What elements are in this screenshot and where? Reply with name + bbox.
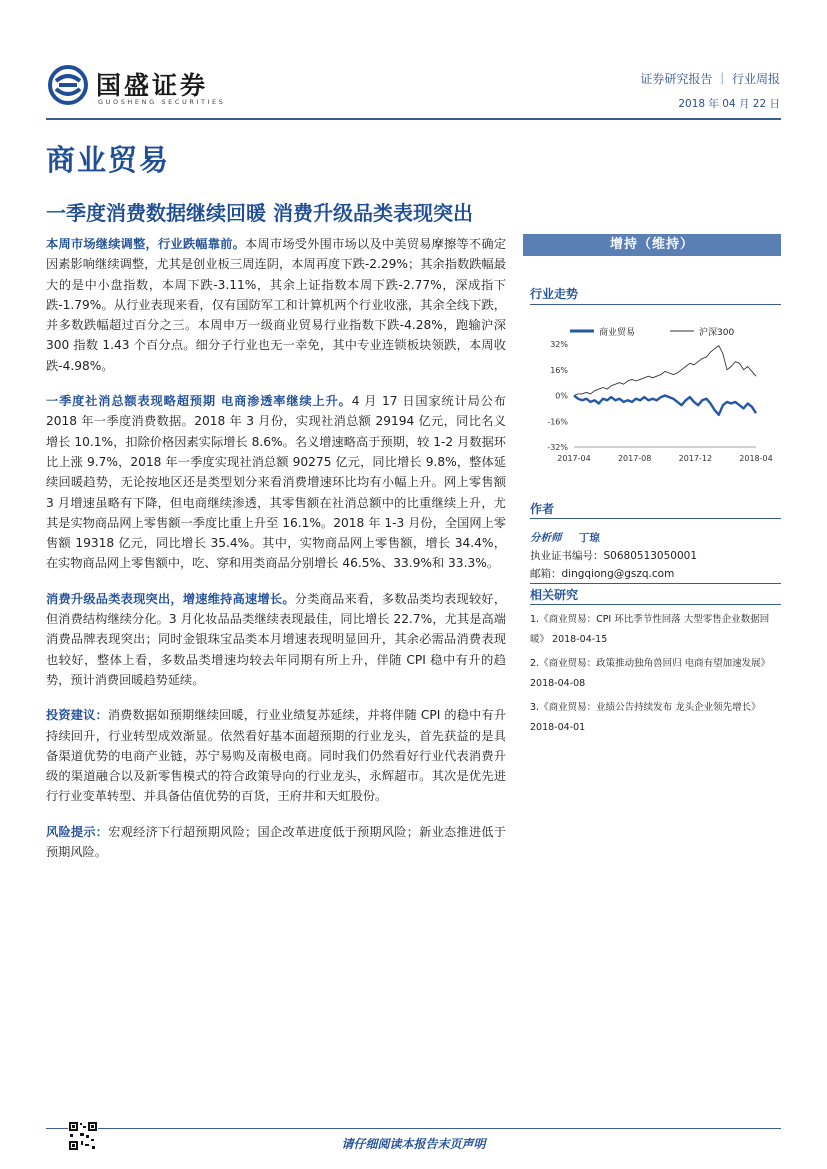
body-paragraph <box>46 589 506 690</box>
report-subtitle: 一季度消费数据继续回暖 消费升级品类表现突出 <box>46 201 473 225</box>
related-list <box>530 610 781 738</box>
license-label: 执业证书编号： <box>530 550 604 562</box>
series-line-commerce <box>574 396 756 415</box>
related-date: 2018-04-08 <box>530 678 586 689</box>
author-end-rule <box>530 583 781 584</box>
paragraph-lead: 本周市场继续调整，行业跌幅靠前。 <box>46 237 246 251</box>
rating-badge: 增持（维持） <box>523 234 781 256</box>
company-logo-icon <box>48 65 88 105</box>
paragraph-lead: 消费升级品类表现突出，增速维持高速增长。 <box>46 591 295 606</box>
paragraph-text: 宏观经济下行超预期风险；国企改革进度低于预期风险；新业态推进低于预期风险。 <box>46 824 507 860</box>
trend-section-rule <box>530 304 781 305</box>
legend-label: 沪深300 <box>699 328 735 338</box>
license-row <box>530 548 781 563</box>
series-line-hs300 <box>574 346 756 396</box>
y-tick-label: 16% <box>550 365 568 375</box>
body-paragraph <box>46 391 506 574</box>
y-tick-label: 0% <box>555 391 568 401</box>
analyst-row <box>530 530 781 545</box>
related-date: 2018-04-15 <box>552 634 608 645</box>
industry-trend-chart <box>530 320 781 470</box>
company-name-en: GUOSHENG SECURITIES <box>98 98 226 106</box>
x-tick-label: 2017-04 <box>557 454 591 463</box>
related-item[interactable] <box>530 610 781 650</box>
related-title: 2.《商业贸易：政策推动独角兽回归 电商有望加速发展》 <box>530 658 771 669</box>
y-tick-label: -32% <box>547 443 568 452</box>
analyst-name: 丁琼 <box>578 532 600 544</box>
industry-title: 商业贸易 <box>46 143 171 177</box>
x-tick-label: 2017-08 <box>617 454 652 463</box>
paragraph-lead: 一季度社消总额表现略超预期 电商渗透率继续上升。 <box>46 394 352 409</box>
analyst-label: 分析师 <box>530 532 562 544</box>
paragraph-lead: 风险提示： <box>46 824 109 839</box>
license-number: S0680513050001 <box>603 550 698 562</box>
related-section-title: 相关研究 <box>530 588 579 602</box>
footer-disclaimer: 请仔细阅读本报告末页声明 <box>341 1137 486 1151</box>
related-item[interactable] <box>530 654 781 694</box>
body-paragraph <box>46 705 506 806</box>
header-divider <box>46 118 781 120</box>
x-tick-label: 2018-04 <box>739 454 773 463</box>
related-title: 1.《商业贸易：CPI 环比季节性回落 大型零售企业数据回暖》 <box>530 614 770 645</box>
document-type: 证券研究报告 ｜ 行业周报 <box>640 72 780 86</box>
email-row <box>530 566 781 581</box>
paragraph-text: 本周市场受外围市场以及中美贸易摩擦等不确定因素影响继续调整，尤其是创业板三周连阴，本周再度下跌-2.29%；其余指数跌幅最大的是中小盘指数，本周下跌-3.11%，其余上证指数本周下跌-2.77%，深成指下跌-1.79%。从行业表现来看，仅有国防军工和计算机两个行业收涨，其余全线下跌，并多数跌幅超过百分之三。本周申万一级商业贸易行业指数下跌-4.28%，跑输沪深 300 指数 1.43 个百分点。细分子行业也无一幸免，其中专业连锁板块领跌，本周收跌-4.98%。 <box>46 237 507 373</box>
x-tick-label: 2017-12 <box>678 454 713 463</box>
related-section-rule <box>530 604 781 605</box>
author-section-rule <box>530 518 781 519</box>
report-body <box>46 234 506 877</box>
email-label: 邮箱： <box>530 568 562 580</box>
related-item[interactable] <box>530 698 781 738</box>
trend-section-title: 行业走势 <box>530 287 579 301</box>
author-section-title: 作者 <box>530 502 555 516</box>
paragraph-lead: 投资建议： <box>46 708 108 723</box>
related-title: 3.《商业贸易：业绩公告持续发布 龙头企业领先增长》 <box>530 702 761 713</box>
report-date: 2018 年 04 月 22 日 <box>678 98 780 110</box>
related-date: 2018-04-01 <box>530 722 586 733</box>
footer-divider <box>46 1128 781 1129</box>
email-address[interactable]: dingqiong@gszq.com <box>561 568 675 580</box>
body-paragraph <box>46 234 506 376</box>
legend-label: 商业贸易 <box>599 328 636 338</box>
y-tick-label: -16% <box>547 417 568 427</box>
y-tick-label: 32% <box>550 340 568 349</box>
body-paragraph <box>46 822 506 863</box>
company-name: 国盛证券 <box>96 71 209 100</box>
paragraph-text: 消费数据如预期继续回暖，行业业绩复苏延续，并将伴随 CPI 的稳中有升持续回升，行业转型成效渐显。依然看好基本面超预期的行业龙头，首先获益的是具备渠道优势的电商产业链，苏宁易购及南极电商。同时我们仍然看好行业代表消费升级的渠道融合以及新零售模式的符合政策导向的行业龙头，永辉超市。其次是优先进行行业变革转型、并具备估值优势的百货，王府井和天虹股份。 <box>46 708 507 804</box>
paragraph-text: 4 月 17 日国家统计局公布 2018 年一季度消费数据。2018 年 3 月份，实现社消总额 29194 亿元，同比名义增长 10.1%，扣除价格因素实际增长 8.6%。名义增速略高于预期，较 1-2 月数据环比上涨 9.7%，2018 年一季度实现社消总额 90275 亿元，同比增长 9.8%，整体延续回暖趋势，无论按地区还是类型划分来看消费增速环比均有小幅上升。网上零售额 3 月增速虽略有下降，但电商继续渗透，其零售额在社消总额中的比重继续上升，尤其是实物商品网上零售额一季度比重上升至 16.1%。2018 年 1-3 月份，全国网上零售额 19318 亿元，同比增长 35.4%。其中，实物商品网上零售额，增长 34.4%，在实物商品网上零售额中，吃、穿和用类商品分别增长 46.5%、33.9%和 33.3%。 <box>46 394 506 571</box>
paragraph-text: 分类商品来看，多数品类均表现较好，但消费结构继续分化。3 月化妆品品类继续表现最佳，同比增长 22.7%，尤其是高端消费品牌表现突出；同时金银珠宝品类本月增速表现明显回升，其余必需品消费表现也较好，整体上看，多数品类增速均较去年同期有所上升，伴随 CPI 稳中有升的趋势，预计消费回暖趋势延续。 <box>46 591 507 687</box>
